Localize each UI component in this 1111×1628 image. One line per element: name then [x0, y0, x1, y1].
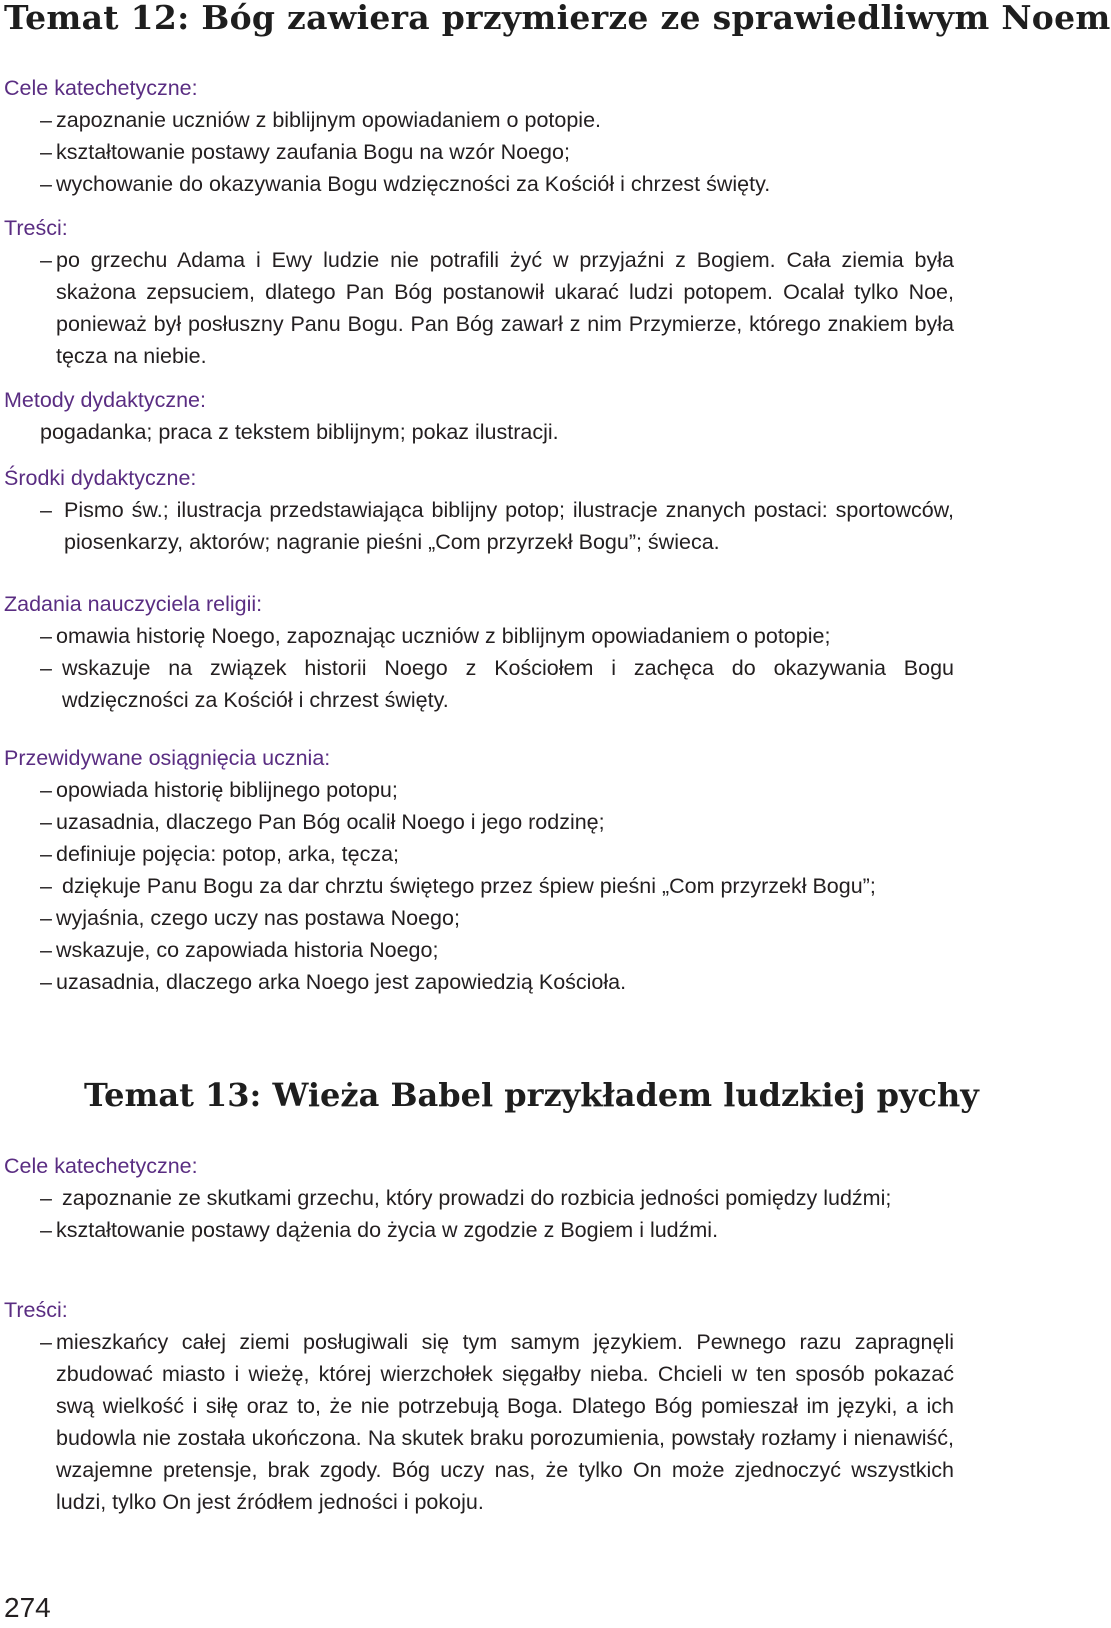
list-item-text: zapoznanie uczniów z biblijnym opowiadaniem o potopie.	[56, 108, 601, 132]
list-item	[0, 1182, 960, 1214]
list-item-text: po grzechu Adama i Ewy ludzie nie potrafili żyć w przyjaźni z Bogiem. Cała ziemia była skażona zepsuciem, dlatego Pan Bóg postanowił ukarać ludzi potopem. Ocalał tylko Noe, ponieważ był posłuszny Panu Bogu. Pan Bóg zawarł z nim Przymierze, którego znakiem była tęcza na niebie.	[56, 248, 954, 368]
section-heading: Cele katechetyczne:	[4, 1154, 198, 1178]
list-dash: –	[40, 1218, 52, 1242]
list-item	[0, 620, 960, 652]
list-item	[0, 104, 960, 136]
list-item-text: Pismo św.; ilustracja przedstawiająca biblijny potop; ilustracje znanych postaci: sportowców, piosenkarzy, aktorów; nagranie pieśni „Com przyrzekł Bogu”; świeca.	[64, 498, 954, 554]
paragraph-text: pogadanka; praca z tekstem biblijnym; pokaz ilustracji.	[40, 420, 559, 444]
list-item	[0, 934, 960, 966]
list-item	[0, 774, 960, 806]
list-item	[0, 902, 960, 934]
list-item-text: uzasadnia, dlaczego Pan Bóg ocalił Noego i jego rodzinę;	[56, 810, 605, 834]
list-item	[0, 1326, 960, 1518]
section-heading: Zadania nauczyciela religii:	[4, 592, 263, 616]
topic-12-title: Temat 12: Bóg zawiera przymierze ze sprawiedliwym Noem	[4, 0, 1111, 37]
list-item	[0, 838, 960, 870]
page-number: 274	[4, 1592, 51, 1623]
section-heading: Przewidywane osiągnięcia ucznia:	[4, 746, 331, 770]
list-dash: –	[40, 248, 52, 272]
list-dash: –	[40, 656, 52, 680]
list-item-text: wychowanie do okazywania Bogu wdzięczności za Kościół i chrzest święty.	[56, 172, 771, 196]
list-item-text: dziękuje Panu Bogu za dar chrztu świętego przez śpiew pieśni „Com przyrzekł Bogu”;	[62, 874, 876, 898]
list-item	[0, 1214, 960, 1246]
list-item	[0, 244, 960, 372]
list-dash: –	[40, 624, 52, 648]
topic-12-goals-section	[0, 72, 960, 200]
list-dash: –	[40, 1186, 52, 1210]
plain-paragraph	[0, 416, 960, 448]
topic-12-content-section	[0, 212, 960, 372]
list-item-text: opowiada historię biblijnego potopu;	[56, 778, 398, 802]
list-item-text: definiuje pojęcia: potop, arka, tęcza;	[56, 842, 400, 866]
list-item-text: mieszkańcy całej ziemi posługiwali się tym samym językiem. Pewnego razu zapragnęli zbudować miasto i wieżę, której wierzchołek sięgałby nieba. Chcieli w ten sposób pokazać swą wielkość i siłę oraz to, że nie potrzebują Boga. Dlatego Bóg pomieszał im języki, a ich budowla nie została ukończona. Na skutek braku porozumienia, powstały rozłamy i nienawiść, wzajemne pretensje, brak zgody. Bóg uczy nas, że tylko On może zjednoczyć wszystkich ludzi, tylko On jest źródłem jedności i pokoju.	[56, 1330, 954, 1514]
section-heading: Środki dydaktyczne:	[4, 466, 197, 490]
section-heading: Treści:	[4, 216, 68, 240]
list-dash: –	[40, 810, 52, 834]
topic-13-title: Temat 13: Wieża Babel przykładem ludzkiej pychy	[84, 1076, 979, 1114]
list-dash: –	[40, 874, 52, 898]
topic-12-methods-section	[0, 384, 960, 448]
topic-13-goals-section	[0, 1150, 960, 1246]
list-item	[0, 136, 960, 168]
list-dash: –	[40, 140, 52, 164]
section-heading: Metody dydaktyczne:	[4, 388, 206, 412]
section-heading: Treści:	[4, 1298, 68, 1322]
list-dash: –	[40, 778, 52, 802]
list-dash: –	[40, 906, 52, 930]
list-item-text: omawia historię Noego, zapoznając uczniów z biblijnym opowiadaniem o potopie;	[56, 624, 831, 648]
list-dash: –	[40, 970, 52, 994]
list-item-text: kształtowanie postawy dążenia do życia w zgodzie z Bogiem i ludźmi.	[56, 1218, 719, 1242]
list-dash: –	[40, 1330, 52, 1354]
section-heading: Cele katechetyczne:	[4, 76, 198, 100]
list-item	[0, 966, 960, 998]
list-item	[0, 870, 960, 902]
list-item-text: zapoznanie ze skutkami grzechu, który prowadzi do rozbicia jedności pomiędzy ludźmi;	[62, 1186, 892, 1210]
list-dash: –	[40, 172, 52, 196]
list-item-text: wskazuje na związek historii Noego z Kościołem i zachęca do okazywania Bogu wdzięczności za Kościół i chrzest święty.	[62, 656, 954, 712]
list-item	[0, 494, 960, 558]
list-dash: –	[40, 938, 52, 962]
list-item-text: uzasadnia, dlaczego arka Noego jest zapowiedzią Kościoła.	[56, 970, 627, 994]
list-item	[0, 652, 960, 716]
topic-13-content-section	[0, 1294, 960, 1518]
topic-12-means-section	[0, 462, 960, 558]
list-dash: –	[40, 842, 52, 866]
list-dash: –	[40, 108, 52, 132]
list-item	[0, 806, 960, 838]
list-item	[0, 168, 960, 200]
topic-12-outcomes-section	[0, 742, 960, 998]
list-item-text: wskazuje, co zapowiada historia Noego;	[56, 938, 439, 962]
list-item-text: wyjaśnia, czego uczy nas postawa Noego;	[56, 906, 460, 930]
topic-12-teacher-tasks-section	[0, 588, 960, 716]
list-dash: –	[40, 498, 52, 522]
list-item-text: kształtowanie postawy zaufania Bogu na wzór Noego;	[56, 140, 570, 164]
